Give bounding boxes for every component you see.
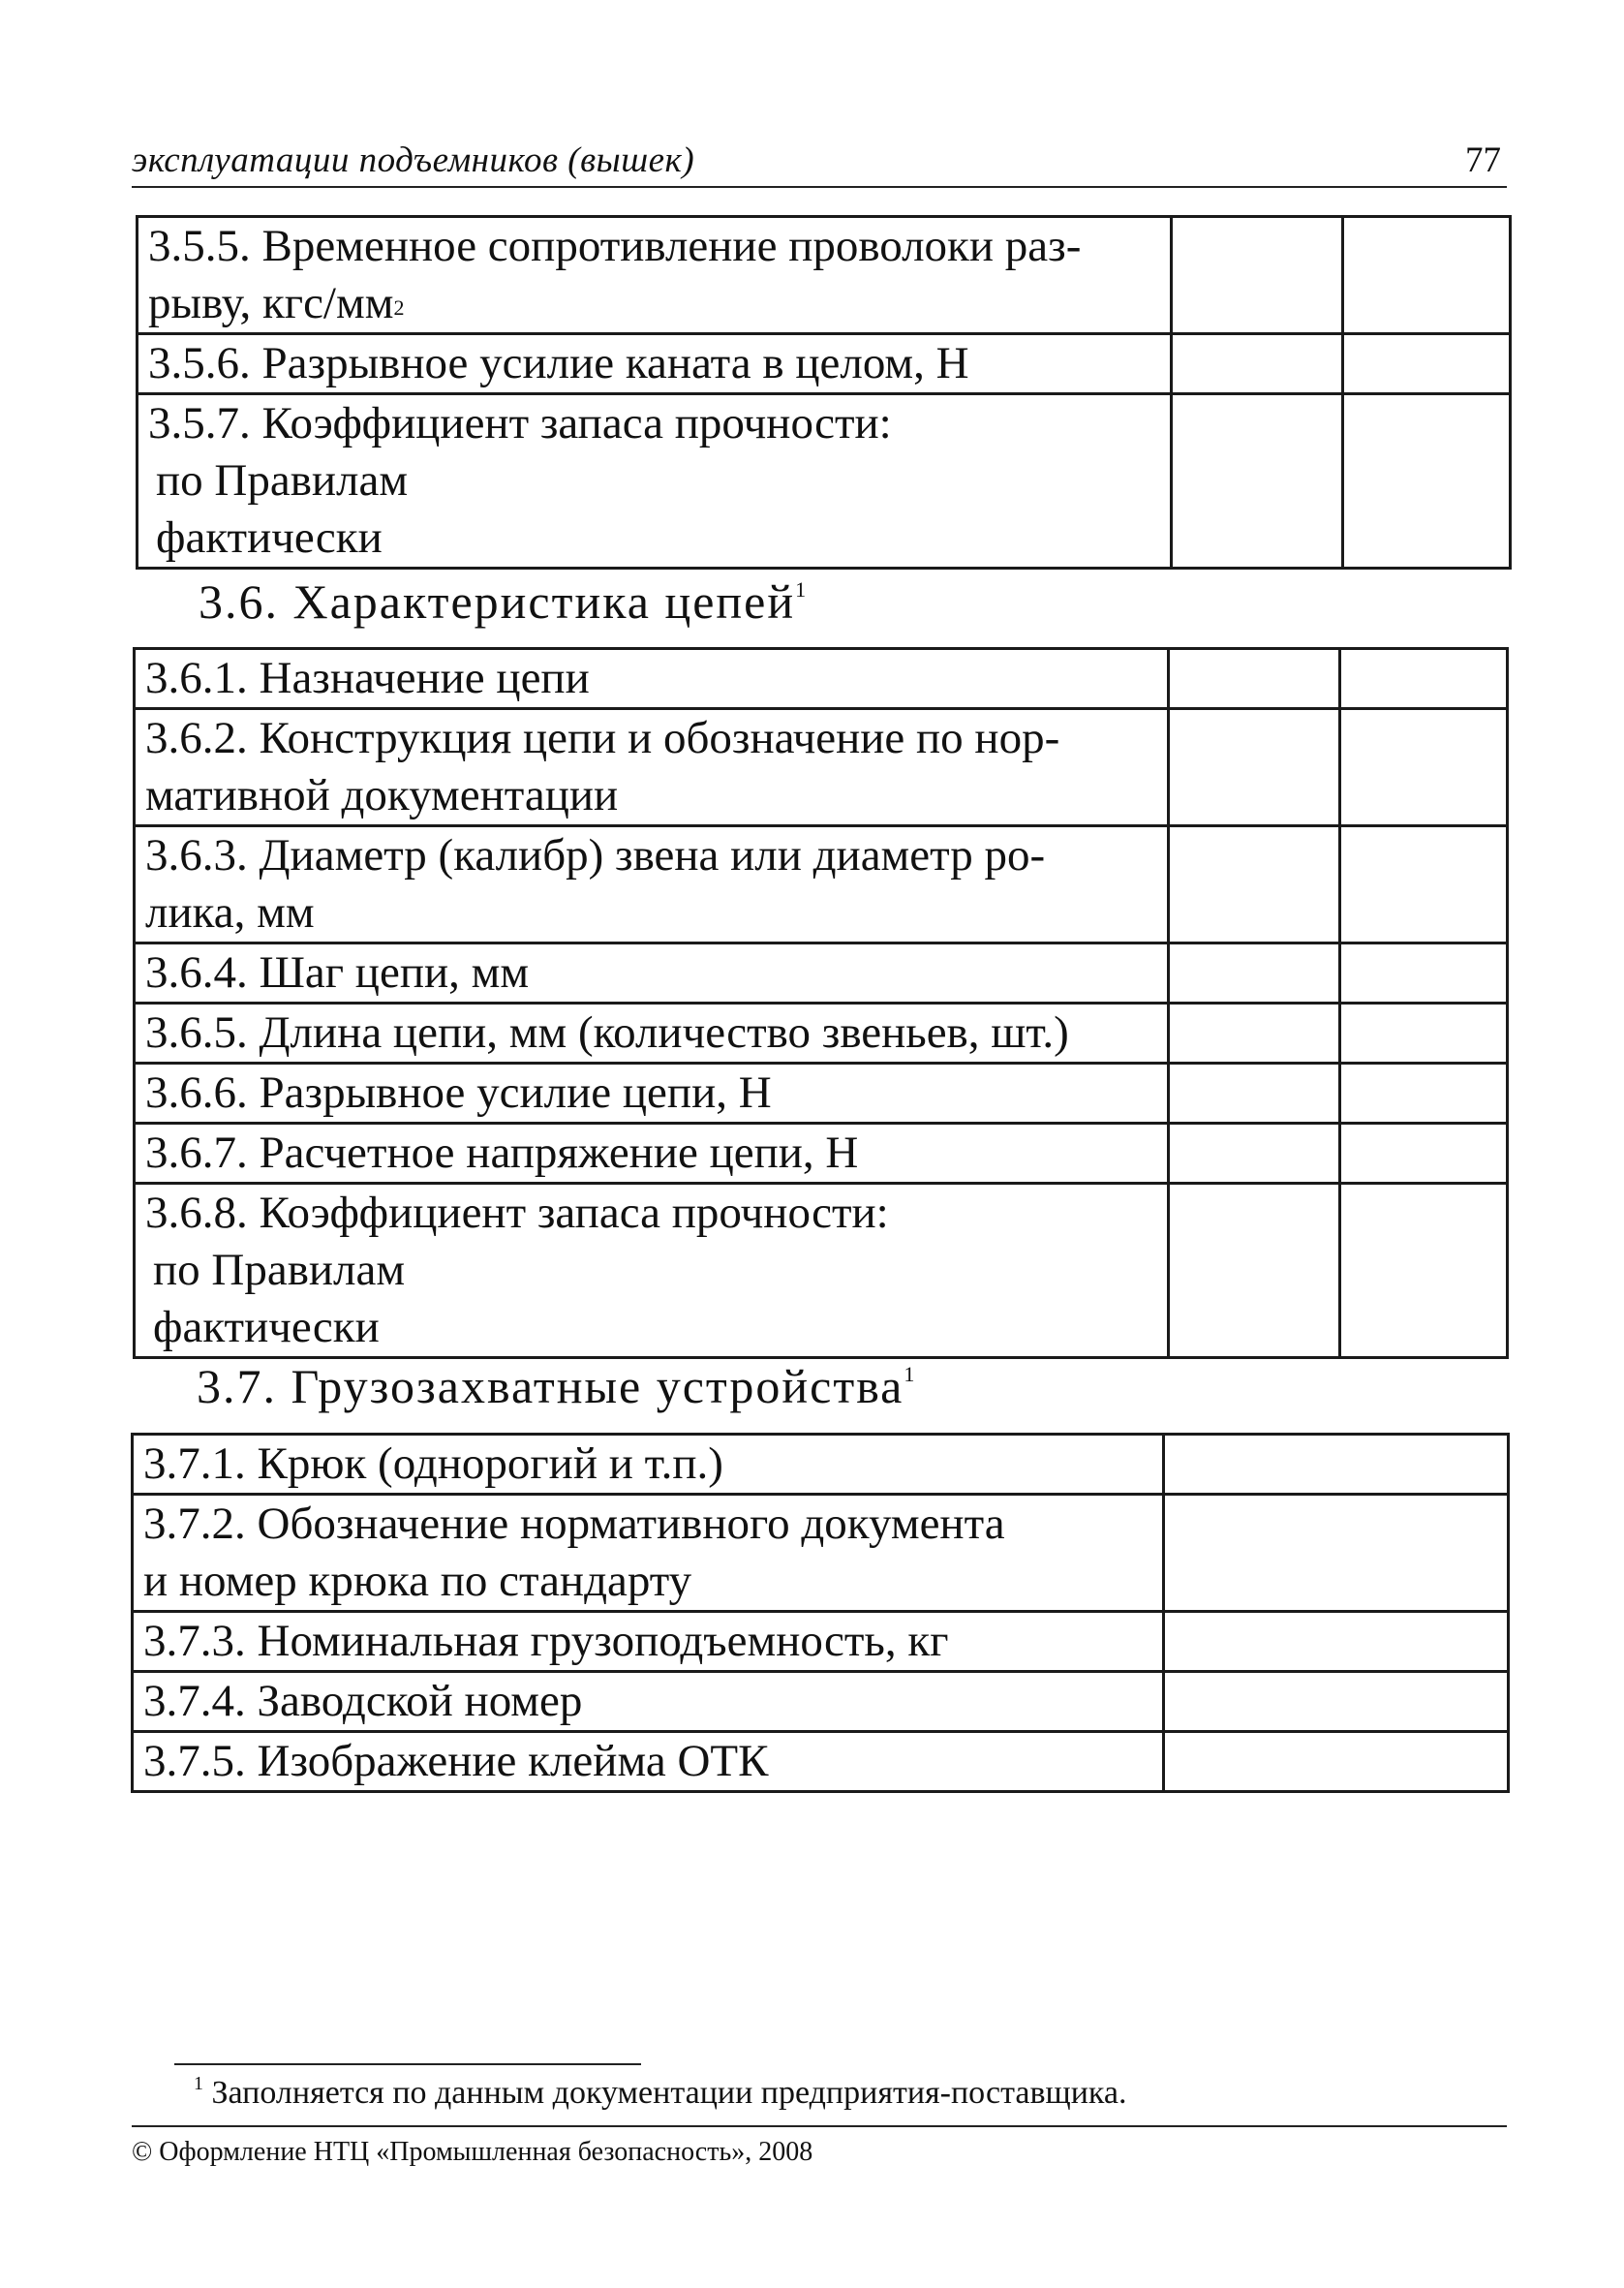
section-heading-text: 3.6. Характеристика цепей bbox=[199, 574, 796, 629]
chain-characteristics-table bbox=[133, 647, 1509, 1359]
value-cell[interactable] bbox=[1172, 394, 1343, 569]
item-text bbox=[133, 1612, 1164, 1672]
item-line: 3.6.4. Шаг цепи, мм bbox=[145, 947, 530, 998]
table-row bbox=[135, 943, 1508, 1004]
table-row bbox=[138, 334, 1511, 394]
value-cell[interactable] bbox=[1169, 1184, 1340, 1358]
value-cell[interactable] bbox=[1340, 1064, 1508, 1124]
table-row bbox=[133, 1732, 1509, 1792]
load-handling-devices-table bbox=[131, 1433, 1510, 1793]
value-cell[interactable] bbox=[1172, 334, 1343, 394]
item-line: 3.5.5. Временное сопротивление проволоки раз- bbox=[148, 221, 1082, 271]
item-line: лика, мм bbox=[145, 887, 315, 938]
running-head-title: эксплуатации подъемников (вышек) bbox=[132, 140, 695, 180]
table-row bbox=[133, 1435, 1509, 1495]
item-line-text: рыву, кгс/мм bbox=[148, 278, 394, 328]
value-cell[interactable] bbox=[1169, 943, 1340, 1004]
rope-characteristics-table bbox=[136, 215, 1512, 570]
value-cell[interactable] bbox=[1340, 1004, 1508, 1064]
value-cell[interactable] bbox=[1164, 1435, 1509, 1495]
item-text bbox=[135, 1124, 1169, 1184]
item-line: 3.6.1. Назначение цепи bbox=[145, 653, 590, 703]
item-line: по Правилам bbox=[156, 455, 409, 506]
item-text bbox=[138, 217, 1172, 334]
page-number: 77 bbox=[1465, 140, 1501, 180]
value-cell[interactable] bbox=[1340, 1124, 1508, 1184]
item-text bbox=[135, 943, 1169, 1004]
value-cell[interactable] bbox=[1164, 1495, 1509, 1612]
item-text bbox=[135, 649, 1169, 709]
section-heading-hooks bbox=[197, 1358, 916, 1414]
section-heading-text: 3.7. Грузозахватные устройства bbox=[197, 1359, 904, 1413]
item-line: 3.6.7. Расчетное напряжение цепи, Н bbox=[145, 1128, 859, 1178]
item-text bbox=[133, 1672, 1164, 1732]
table-row bbox=[133, 1612, 1509, 1672]
value-cell[interactable] bbox=[1169, 1064, 1340, 1124]
item-line: фактически bbox=[156, 512, 383, 563]
item-line: 3.6.6. Разрывное усилие цепи, Н bbox=[145, 1067, 772, 1118]
value-cell[interactable] bbox=[1169, 826, 1340, 943]
value-cell[interactable] bbox=[1340, 709, 1508, 826]
copyright-line: © Оформление НТЦ «Промышленная безопасность», 2008 bbox=[132, 2137, 813, 2167]
item-line: 3.7.1. Крюк (однорогий и т.п.) bbox=[143, 1438, 723, 1489]
item-line: 3.6.3. Диаметр (калибр) звена или диаметр ро- bbox=[145, 830, 1046, 881]
item-line: 3.7.3. Номинальная грузоподъемность, кг bbox=[143, 1616, 949, 1666]
value-cell[interactable] bbox=[1169, 649, 1340, 709]
table-row bbox=[138, 394, 1511, 569]
item-text bbox=[138, 394, 1172, 569]
table-row bbox=[135, 1064, 1508, 1124]
footnote bbox=[194, 2075, 1127, 2112]
table-row bbox=[135, 1184, 1508, 1358]
item-line: мативной документации bbox=[145, 770, 619, 820]
running-head bbox=[132, 136, 1507, 188]
item-text bbox=[135, 1184, 1169, 1358]
table-row bbox=[135, 1124, 1508, 1184]
value-cell[interactable] bbox=[1343, 394, 1511, 569]
table-row bbox=[133, 1495, 1509, 1612]
item-line: 3.5.7. Коэффициент запаса прочности: bbox=[148, 398, 892, 448]
table-row bbox=[135, 649, 1508, 709]
item-line: фактически bbox=[153, 1302, 380, 1352]
value-cell[interactable] bbox=[1340, 943, 1508, 1004]
footnote-mark: 1 bbox=[194, 2073, 203, 2094]
table-row bbox=[133, 1672, 1509, 1732]
item-line: 3.6.2. Конструкция цепи и обозначение по нор- bbox=[145, 713, 1060, 763]
value-cell[interactable] bbox=[1164, 1612, 1509, 1672]
table-row bbox=[138, 217, 1511, 334]
item-line: 3.6.8. Коэффициент запаса прочности: bbox=[145, 1188, 889, 1238]
value-cell[interactable] bbox=[1343, 217, 1511, 334]
item-text bbox=[135, 1064, 1169, 1124]
item-text bbox=[133, 1495, 1164, 1612]
value-cell[interactable] bbox=[1340, 826, 1508, 943]
value-cell[interactable] bbox=[1169, 1004, 1340, 1064]
table-row bbox=[135, 709, 1508, 826]
table-row bbox=[135, 826, 1508, 943]
value-cell[interactable] bbox=[1164, 1732, 1509, 1792]
table-row bbox=[135, 1004, 1508, 1064]
item-text bbox=[133, 1732, 1164, 1792]
value-cell[interactable] bbox=[1340, 1184, 1508, 1358]
item-line: по Правилам bbox=[153, 1245, 406, 1295]
item-text bbox=[138, 334, 1172, 394]
superscript: 2 bbox=[393, 295, 405, 320]
item-line: 3.7.5. Изображение клейма ОТК bbox=[143, 1736, 769, 1786]
item-line: и номер крюка по стандарту bbox=[143, 1556, 692, 1606]
item-text bbox=[135, 826, 1169, 943]
value-cell[interactable] bbox=[1172, 217, 1343, 334]
value-cell[interactable] bbox=[1340, 649, 1508, 709]
bottom-divider bbox=[132, 2125, 1507, 2127]
item-line: 3.5.6. Разрывное усилие каната в целом, Н bbox=[148, 338, 969, 388]
footnote-text: Заполняется по данным документации предприятия-поставщика. bbox=[211, 2075, 1127, 2111]
section-heading-chains bbox=[199, 573, 808, 630]
item-text bbox=[135, 709, 1169, 826]
item-text bbox=[135, 1004, 1169, 1064]
footnote-divider bbox=[174, 2063, 641, 2065]
item-text bbox=[133, 1435, 1164, 1495]
value-cell[interactable] bbox=[1164, 1672, 1509, 1732]
item-line: 3.7.2. Обозначение нормативного документа bbox=[143, 1499, 1005, 1549]
value-cell[interactable] bbox=[1169, 1124, 1340, 1184]
footnote-ref: 1 bbox=[904, 1362, 917, 1386]
item-line: 3.7.4. Заводской номер bbox=[143, 1676, 583, 1726]
item-line bbox=[148, 275, 1164, 332]
item-line: 3.6.5. Длина цепи, мм (количество звеньев, шт.) bbox=[145, 1007, 1069, 1058]
footnote-ref: 1 bbox=[795, 577, 809, 602]
value-cell[interactable] bbox=[1343, 334, 1511, 394]
value-cell[interactable] bbox=[1169, 709, 1340, 826]
